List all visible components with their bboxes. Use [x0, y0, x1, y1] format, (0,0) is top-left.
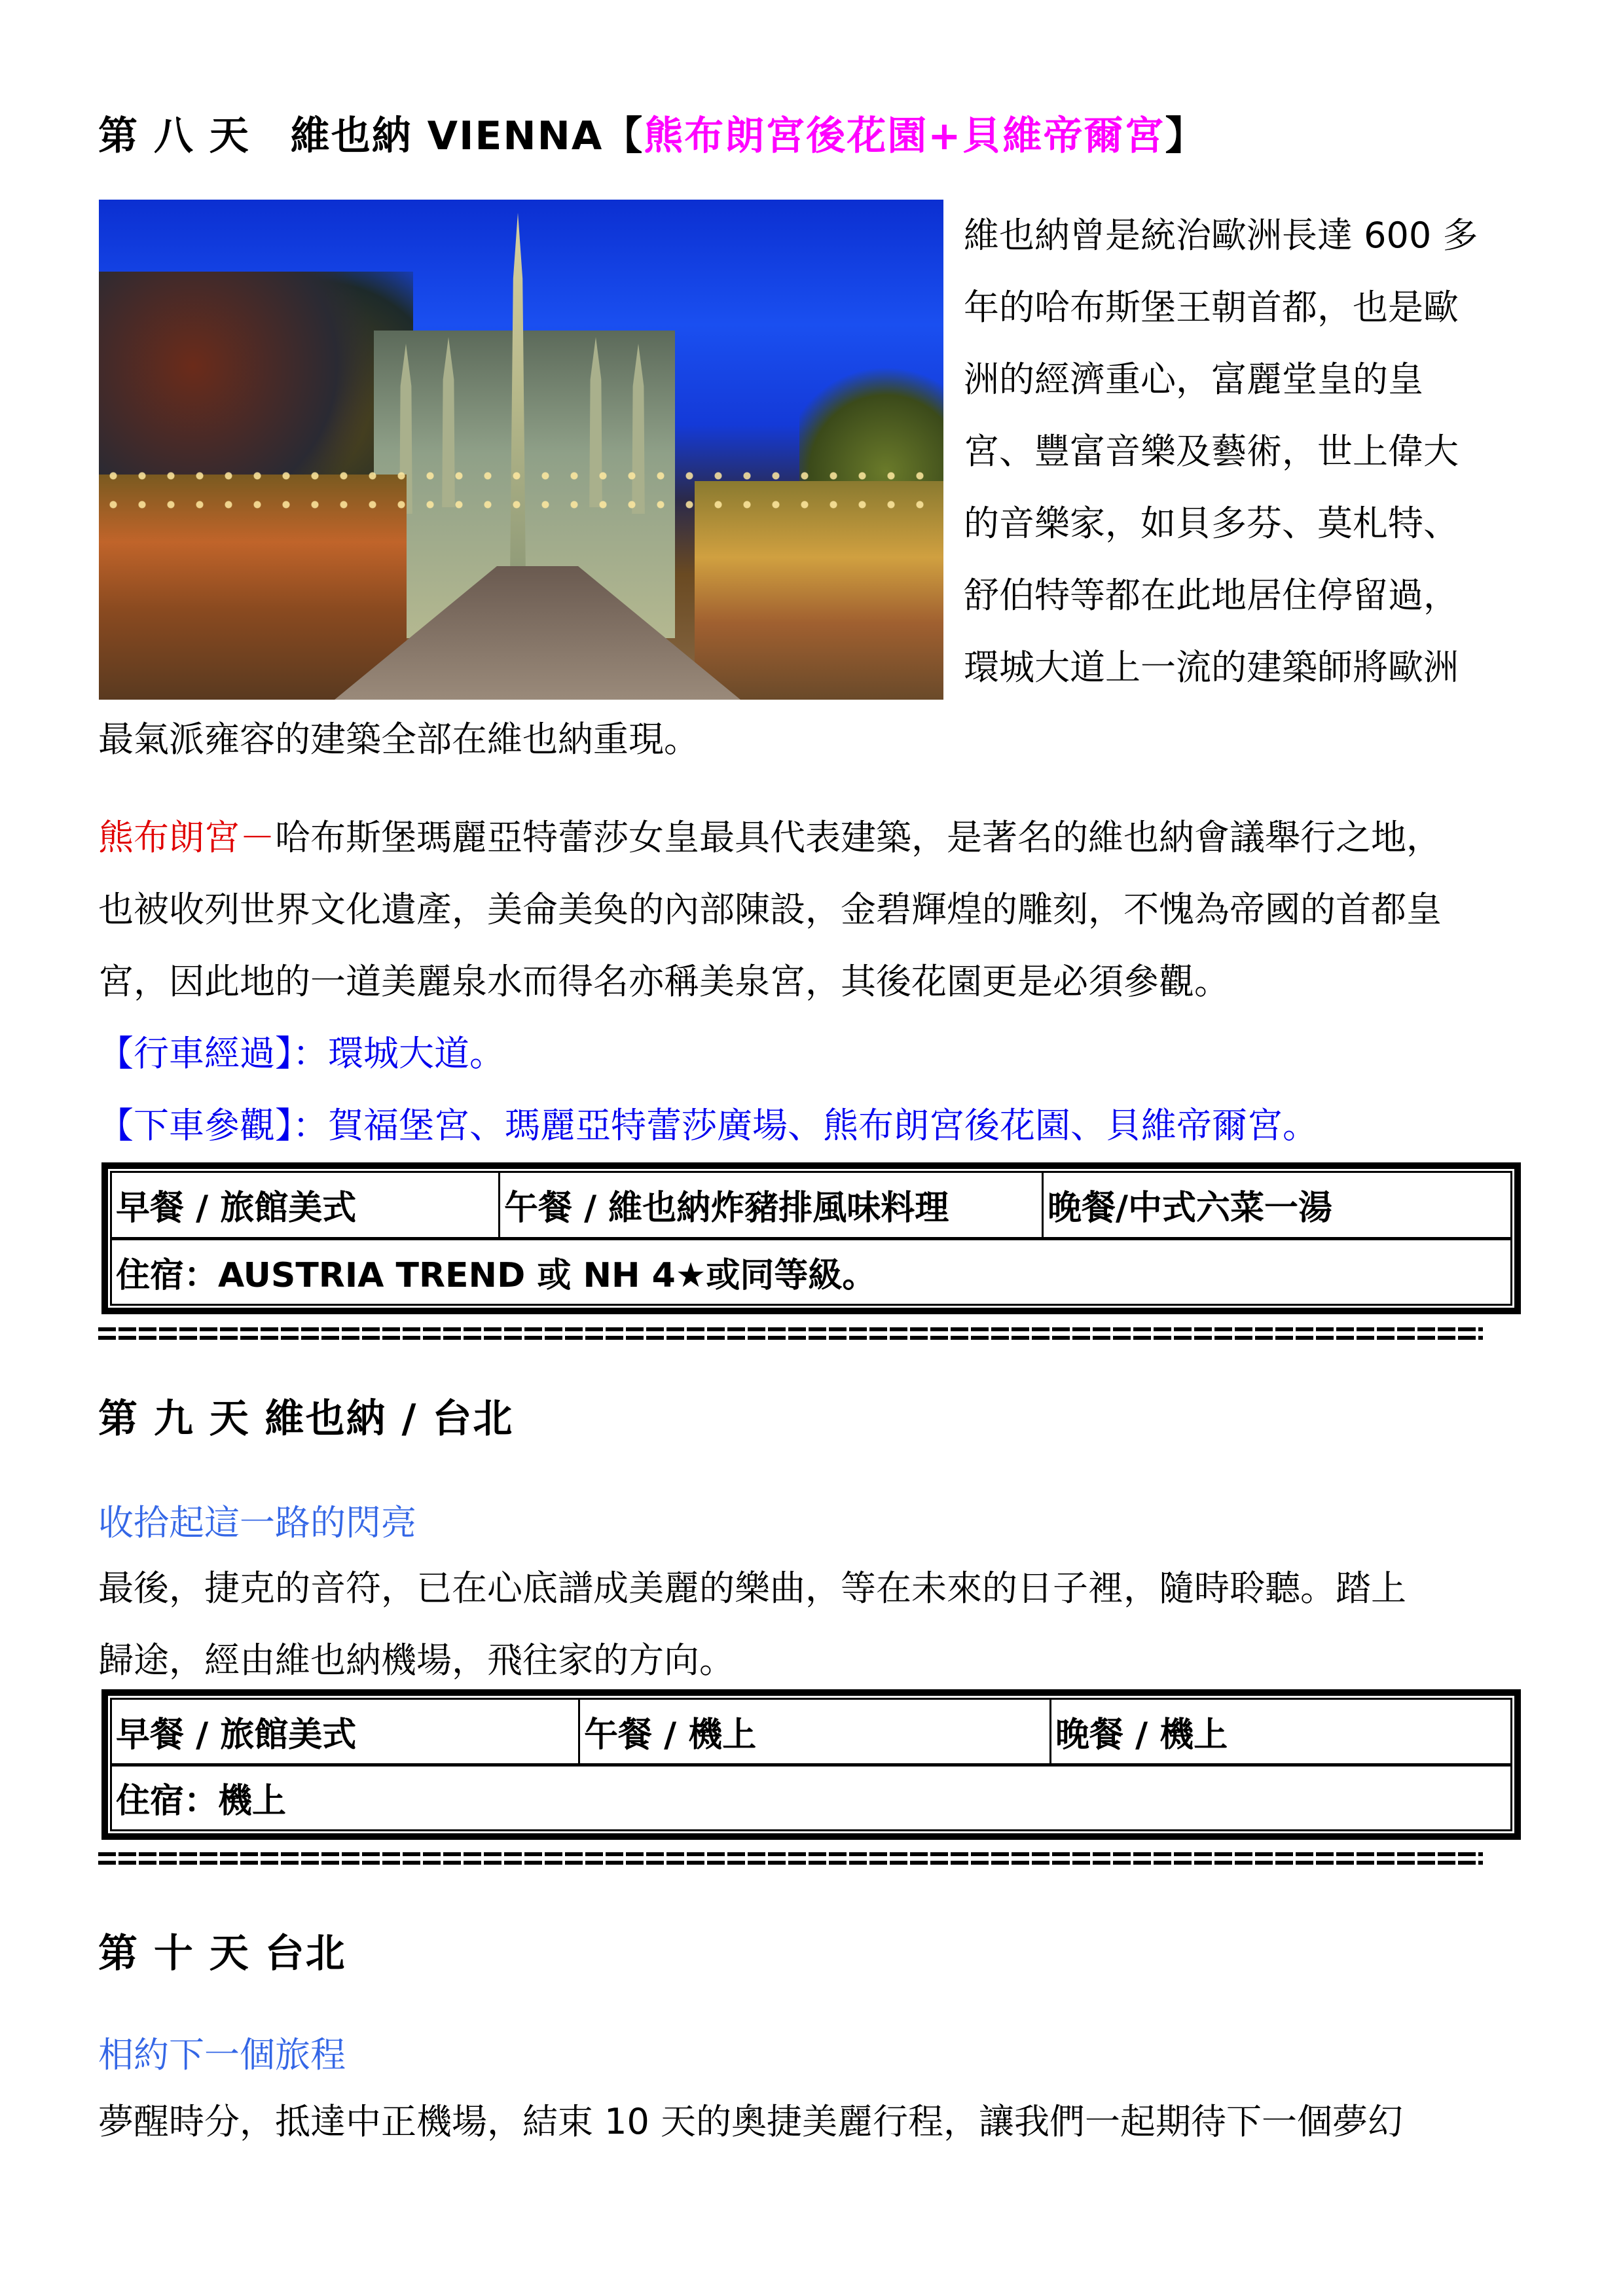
- day8-title: [98, 113, 1206, 159]
- meal-row: [112, 1173, 1510, 1237]
- intro-line: 洲的經濟重心，富麗堂皇的皇: [964, 359, 1423, 400]
- intro-line: 的音樂家，如貝多芬、莫札特、: [964, 503, 1459, 544]
- day8-title-highlight: 熊布朗宮後花園+貝維帝爾宮: [644, 113, 1165, 159]
- lunch-cell: 午餐 / 維也納炸豬排風味料理: [498, 1173, 1042, 1237]
- day9-body: [98, 1552, 1406, 1696]
- day10-body: [98, 2086, 1403, 2158]
- intro-line: 宮、豐富音樂及藝術，世上偉大: [964, 431, 1459, 472]
- day9-title: 第 九 天 維也納 / 台北: [98, 1396, 514, 1442]
- schonbrunn-line: 宮，因此地的一道美麗泉水而得名亦稱美泉宮，其後花園更是必須參觀。: [98, 961, 1230, 1002]
- day8-meal-table: [101, 1162, 1521, 1314]
- section-divider: [98, 1852, 1483, 1868]
- hotel-cell: 住宿：機上: [116, 1782, 287, 1821]
- day10-title: 第 十 天 台北: [98, 1931, 346, 1977]
- breakfast-cell: 早餐 / 旅館美式: [116, 1715, 357, 1755]
- hotel-row: [112, 1237, 1510, 1304]
- section-divider: [98, 1327, 1483, 1343]
- breakfast-cell: 早餐 / 旅館美式: [116, 1189, 357, 1229]
- day8-intro-column: [964, 200, 1478, 704]
- intro-line: 年的哈布斯堡王朝首都，也是歐: [964, 287, 1459, 328]
- day8-title-suffix: 】: [1165, 113, 1206, 159]
- day9-meal-table: [101, 1689, 1521, 1840]
- day8-title-prefix: 第 八 天 維也納 VIENNA【: [98, 113, 644, 159]
- photo-string-lights: [99, 461, 943, 514]
- photo-market-stalls-right: [695, 481, 943, 700]
- schonbrunn-line: 哈布斯堡瑪麗亞特蕾莎女皇最具代表建築，是著名的維也納會議舉行之地，: [275, 817, 1442, 858]
- day9-subtitle: 收拾起這一路的閃亮: [98, 1502, 416, 1543]
- meal-row: [112, 1700, 1510, 1763]
- schonbrunn-label: 熊布朗宮－: [98, 817, 275, 858]
- dinner-cell: 晚餐 / 機上: [1049, 1700, 1510, 1763]
- photo-stops-line: 【下車參觀】：賀福堡宮、瑪麗亞特蕾莎廣場、熊布朗宮後花園、貝維帝爾宮。: [98, 1105, 1318, 1146]
- day10-subtitle: 相約下一個旅程: [98, 2034, 346, 2075]
- dinner-cell: 晚餐/中式六菜一湯: [1042, 1173, 1510, 1237]
- hotel-cell: 住宿：AUSTRIA TREND 或 NH 4★或同等級。: [116, 1255, 877, 1295]
- day9-body-line: 最後，捷克的音符，已在心底譜成美麗的樂曲，等在未來的日子裡，隨時聆聽。踏上: [98, 1568, 1406, 1609]
- intro-line: 環城大道上一流的建築師將歐洲: [964, 647, 1459, 688]
- vienna-christmas-market-photo: [99, 200, 943, 700]
- intro-line: 維也納曾是統治歐洲長達 600 多: [964, 215, 1478, 256]
- intro-line: 舒伯特等都在此地居住停留過，: [964, 575, 1459, 616]
- schonbrunn-paragraph: [98, 802, 1442, 1018]
- day8-intro-continuation: 最氣派雍容的建築全部在維也納重現。: [98, 719, 699, 760]
- schonbrunn-line: 也被收列世界文化遺產，美侖美奐的內部陳設，金碧輝煌的雕刻，不愧為帝國的首都皇: [98, 889, 1442, 930]
- drive-by-line: 【行車經過】：環城大道。: [98, 1033, 505, 1074]
- hotel-row: [112, 1763, 1510, 1830]
- day9-body-line: 歸途，經由維也納機場，飛往家的方向。: [98, 1640, 735, 1681]
- lunch-cell: 午餐 / 機上: [578, 1700, 1049, 1763]
- day10-body-line: 夢醒時分，抵達中正機場，結束 10 天的奧捷美麗行程，讓我們一起期待下一個夢幻: [98, 2101, 1404, 2142]
